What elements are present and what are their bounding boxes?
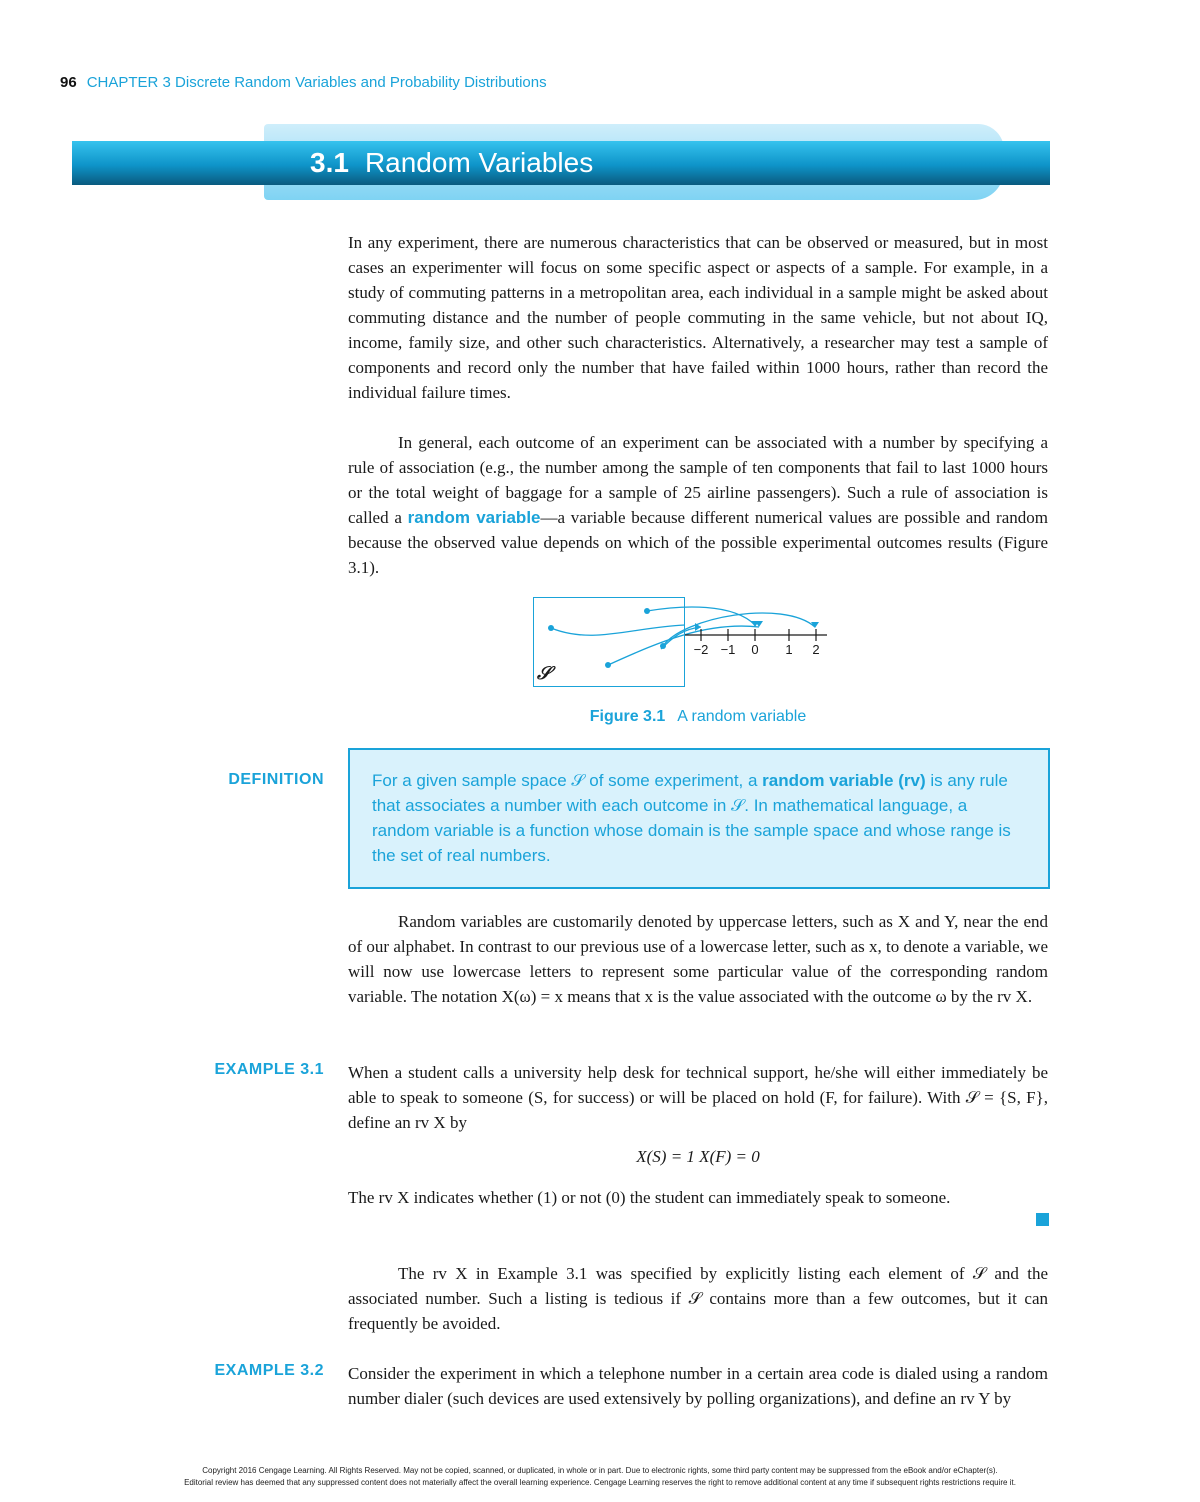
example-3-1-conclusion: The rv X indicates whether (1) or not (0) the student can immediately speak to someone.: [348, 1188, 951, 1207]
section-title: Random Variables: [364, 147, 594, 178]
notation-paragraph: Random variables are customarily denoted by uppercase letters, such as X and Y, near the end of our alphabet. In contrast to our previous use of a lowercase letter, such as x, to denote a variable, we will now use lowercase letters to represent some particular value of the corresponding random variable. The notation X(ω) = x means that x is the value associated with the outcome ω by the rv X.: [348, 912, 1048, 1006]
random-variable-figure: [533, 597, 833, 689]
example-end-marker: [1036, 1213, 1049, 1226]
term-random-variable: random variable: [407, 508, 541, 527]
intro-paragraph-1: In any experiment, there are numerous characteristics that can be observed or measured, but in most cases an experimenter will focus on some specific aspect or aspects of a sample. For example, in a study of commuting patterns in a metropolitan area, each individual in a sample might be asked about commuting distance and the number of people commuting in the same vehicle, but not about IQ, income, family size, and other such characteristics. Alternatively, a researcher may test a sample of components and record only the number that have failed within 1000 hours, rather than record the individual failure times.: [348, 233, 1048, 402]
outcome-dot: [548, 625, 554, 631]
axis-tick-label: 1: [785, 642, 793, 657]
outcome-dot: [660, 643, 666, 649]
figure-label: Figure 3.1: [589, 708, 666, 725]
example-3-1-label: EXAMPLE 3.1: [214, 1061, 324, 1078]
example-3-1-equation: X(S) = 1 X(F) = 0: [636, 1147, 760, 1166]
section-heading: [310, 141, 593, 185]
axis-tick-label: 2: [812, 642, 820, 657]
copyright-line-1: Copyright 2016 Cengage Learning. All Rights Reserved. May not be copied, scanned, or duplicated, in whole or in part. Due to electronic rights, some third party content may be suppressed from the eBook and/or eChapter(s).: [202, 1466, 998, 1475]
example-3-1-text: When a student calls a university help desk for technical support, he/she will either immediately be able to speak to someone (S, for success) or will be placed on hold (F, for failure). With 𝒮 = {S, F}, define an rv X by: [348, 1063, 1048, 1132]
mapping-arrow: [551, 625, 685, 635]
running-head: [60, 74, 547, 91]
intro-paragraph-2: In general, each outcome of an experiment can be associated with a number by specifying a rule of association (e.g., the number among the sample of ten components that fail to last 1000 hours or the total weight of baggage for a sample of 25 airline passengers). Such a rule of association is called a random variable—a variable because different numerical values are possible and random because the observed value depends on which of the possible experimental outcomes results (Figure 3.1).: [348, 433, 1048, 577]
page-number: 96: [60, 74, 77, 91]
definition-text: For a given sample space 𝒮 of some experiment, a random variable (rv) is any rule that associates a number with each outcome in 𝒮. In mathematical language, a random variable is a function whose domain is the sample space and whose range is the set of real numbers.: [372, 771, 1011, 865]
figure-caption-text: A random variable: [677, 708, 807, 725]
axis-tick-label: 0: [751, 642, 759, 657]
sample-space-symbol: 𝒮: [537, 663, 551, 683]
term-random-variable-rv: random variable (rv): [762, 771, 926, 790]
axis-tick-label: −2: [693, 642, 709, 657]
example-3-2-label: EXAMPLE 3.2: [214, 1362, 324, 1379]
outcome-dot: [605, 662, 611, 668]
definition-label: DEFINITION: [228, 771, 324, 788]
copyright-footer: [0, 1465, 1200, 1489]
section-number: 3.1: [310, 147, 349, 178]
example-3-2-text: Consider the experiment in which a telephone number in a certain area code is dialed using a random number dialer (such devices are used extensively by polling organizations), and define an rv Y by: [348, 1364, 1048, 1408]
figure-caption: [348, 708, 1048, 726]
axis-tick-label: −1: [720, 642, 736, 657]
listing-paragraph: The rv X in Example 3.1 was specified by explicitly listing each element of 𝒮 and the associated number. Such a listing is tedious if 𝒮 contains more than a few outcomes, but it can frequently be avoided.: [348, 1264, 1048, 1333]
chapter-title: CHAPTER 3 Discrete Random Variables and Probability Distributions: [86, 74, 547, 91]
outcome-dot: [644, 608, 650, 614]
copyright-line-2: Editorial review has deemed that any suppressed content does not materially affect the overall learning experience. Cengage Learning reserves the right to remove additional content at any time if subsequent rights restrictions require it.: [184, 1478, 1016, 1487]
